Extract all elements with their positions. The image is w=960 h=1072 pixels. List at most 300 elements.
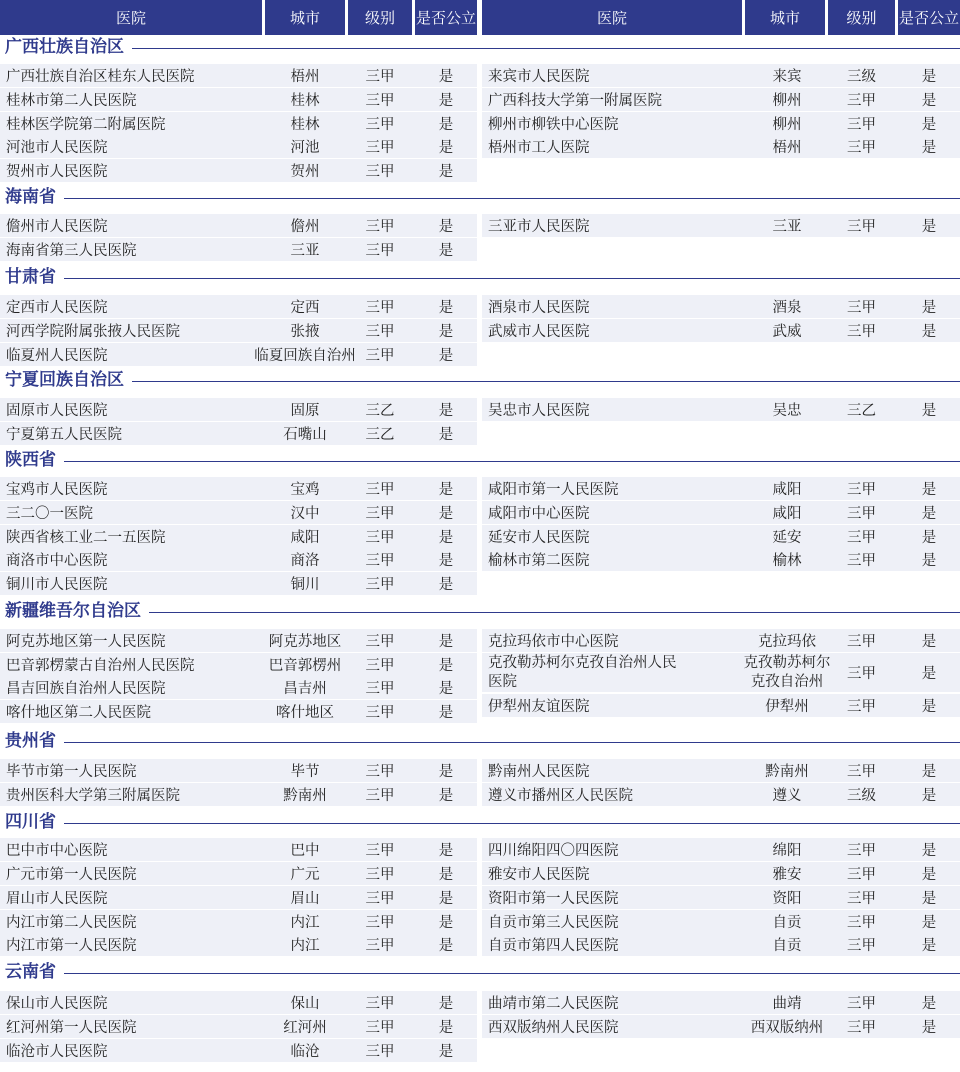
table-row: [0, 295, 477, 318]
hospital-name: 保山市人民医院: [6, 996, 108, 1012]
public-flag: 是: [921, 530, 937, 546]
public-flag: 是: [438, 938, 454, 954]
hospital-name: 雅安市人民医院: [488, 867, 590, 883]
hospital-name: 克拉玛依市中心医院: [488, 634, 619, 650]
level: 三甲: [365, 681, 395, 697]
city: 眉山: [290, 891, 320, 907]
level: 三甲: [365, 915, 395, 931]
city: 咸阳: [772, 482, 802, 498]
hospital-name: 宝鸡市人民医院: [6, 482, 108, 498]
table-row: [482, 838, 960, 861]
level: 三甲: [365, 243, 395, 259]
public-flag: 是: [438, 553, 454, 569]
level: 三甲: [365, 891, 395, 907]
table-row: [0, 112, 477, 135]
city: 延安: [772, 530, 802, 546]
level: 三甲: [365, 69, 395, 85]
city: 临夏回族自治州: [254, 348, 356, 364]
table-row: [0, 88, 477, 111]
public-flag: 是: [921, 891, 937, 907]
hospital-name: 河西学院附属张掖人民医院: [6, 324, 180, 340]
hospital-name: 毕节市第一人民医院: [6, 764, 137, 780]
table-row: [0, 991, 477, 1014]
table-row: [482, 112, 960, 135]
public-flag: 是: [438, 843, 454, 859]
hospital-name: 四川绵阳四〇四医院: [488, 843, 619, 859]
level: 三甲: [847, 1020, 876, 1036]
public-flag: 是: [438, 915, 454, 931]
public-flag: 是: [438, 93, 454, 109]
public-flag: 是: [921, 219, 937, 235]
city: 石嘴山: [283, 427, 327, 443]
level: 三甲: [365, 1044, 395, 1060]
province-heading: 云南省: [5, 962, 64, 982]
hospital-name: 河池市人民医院: [6, 140, 108, 156]
hospital-name: 克孜勒苏柯尔克孜自治州人民医院: [488, 654, 677, 690]
level: 三甲: [365, 658, 395, 674]
table-row: [0, 838, 477, 861]
hospital-name: 临夏州人民医院: [6, 348, 108, 364]
table-row: [482, 991, 960, 1014]
public-flag: 是: [921, 324, 937, 340]
public-flag: 是: [921, 666, 937, 682]
city: 保山: [290, 996, 320, 1012]
hospital-name: 黔南州人民医院: [488, 764, 590, 780]
city: 喀什地区: [276, 705, 334, 721]
city: 定西: [290, 300, 320, 316]
city: 克孜勒苏柯尔克孜自治州: [743, 654, 831, 690]
hospital-name: 咸阳市第一人民医院: [488, 482, 619, 498]
city: 儋州: [290, 219, 320, 235]
public-flag: 是: [921, 867, 937, 883]
public-flag: 是: [921, 69, 937, 85]
level: 三甲: [847, 915, 876, 931]
level: 三乙: [847, 403, 876, 419]
table-row: [482, 886, 960, 909]
public-flag: 是: [438, 658, 454, 674]
city: 西双版纳州: [750, 1020, 824, 1036]
public-flag: 是: [438, 403, 454, 419]
table-row: [482, 319, 960, 342]
hospital-name: 来宾市人民医院: [488, 69, 590, 85]
table-row: [482, 88, 960, 111]
level: 三甲: [847, 634, 876, 650]
table-row: [0, 422, 477, 445]
level: 三级: [847, 788, 876, 804]
section-divider: [6, 198, 960, 199]
hospital-name: 固原市人民医院: [6, 403, 108, 419]
hospital-name: 宁夏第五人民医院: [6, 427, 122, 443]
level: 三甲: [847, 891, 876, 907]
level: 三甲: [365, 219, 395, 235]
public-flag: 是: [921, 140, 937, 156]
hospital-name: 自贡市第四人民医院: [488, 938, 619, 954]
public-flag: 是: [438, 764, 454, 780]
city: 桂林: [290, 93, 320, 109]
level: 三甲: [847, 666, 876, 682]
city: 资阳: [772, 891, 802, 907]
province-heading: 广西壮族自治区: [5, 37, 132, 57]
city: 昌吉州: [283, 681, 327, 697]
city: 伊犁州: [765, 699, 809, 715]
level: 三甲: [365, 348, 395, 364]
hospital-name: 红河州第一人民医院: [6, 1020, 137, 1036]
public-flag: 是: [438, 681, 454, 697]
table-row: [482, 783, 960, 806]
table-row: [0, 653, 477, 676]
level: 三甲: [365, 140, 395, 156]
city: 三亚: [290, 243, 320, 259]
public-flag: 是: [438, 69, 454, 85]
hospital-name: 桂林市第二人民医院: [6, 93, 137, 109]
city: 汉中: [290, 506, 320, 522]
city: 张掖: [290, 324, 320, 340]
city: 红河州: [283, 1020, 327, 1036]
city: 贺州: [290, 164, 320, 180]
public-flag: 是: [438, 482, 454, 498]
hospital-name: 巴音郭楞蒙古自治州人民医院: [6, 658, 195, 674]
city: 咸阳: [290, 530, 320, 546]
table-row: [0, 64, 477, 87]
section-divider: [6, 48, 960, 49]
hospital-name: 巴中市中心医院: [6, 843, 108, 859]
table-row: [482, 501, 960, 524]
hospital-name: 商洛市中心医院: [6, 553, 108, 569]
level: 三甲: [365, 788, 395, 804]
table-row: [482, 398, 960, 421]
hospital-name: 桂林医学院第二附属医院: [6, 117, 166, 133]
table-row: [0, 783, 477, 806]
public-flag: 是: [438, 243, 454, 259]
table-row: [0, 343, 477, 366]
hospital-name: 延安市人民医院: [488, 530, 590, 546]
public-flag: 是: [438, 219, 454, 235]
city: 榆林: [772, 553, 802, 569]
table-row: [0, 629, 477, 652]
table-row: [0, 398, 477, 421]
public-flag: 是: [921, 915, 937, 931]
city: 河池: [290, 140, 320, 156]
public-flag: 是: [921, 1020, 937, 1036]
hospital-name: 西双版纳州人民医院: [488, 1020, 619, 1036]
public-flag: 是: [921, 93, 937, 109]
table-row: [482, 910, 960, 933]
level: 三甲: [365, 867, 395, 883]
level: 三甲: [365, 324, 395, 340]
table-row: [0, 572, 477, 595]
level: 三甲: [365, 996, 395, 1012]
public-flag: 是: [921, 996, 937, 1012]
hospital-name: 昌吉回族自治州人民医院: [6, 681, 166, 697]
hospital-name: 酒泉市人民医院: [488, 300, 590, 316]
hospital-name: 陕西省核工业二一五医院: [6, 530, 166, 546]
header-city: 城市: [745, 0, 825, 35]
table-row: [0, 862, 477, 885]
header-hospital: 医院: [482, 0, 742, 35]
table-row: [482, 933, 960, 956]
table-row: [0, 933, 477, 956]
city: 内江: [290, 915, 320, 931]
city: 来宾: [772, 69, 802, 85]
public-flag: 是: [438, 577, 454, 593]
public-flag: 是: [438, 530, 454, 546]
level: 三甲: [365, 93, 395, 109]
city: 巴音郭楞州: [268, 658, 342, 674]
public-flag: 是: [438, 867, 454, 883]
table-row: [482, 64, 960, 87]
public-flag: 是: [921, 788, 937, 804]
header-public: 是否公立: [898, 0, 960, 35]
hospital-name: 铜川市人民医院: [6, 577, 108, 593]
level: 三级: [847, 69, 876, 85]
hospital-name: 梧州市工人医院: [488, 140, 590, 156]
table-row: [482, 525, 960, 548]
public-flag: 是: [921, 403, 937, 419]
table-row: [0, 548, 477, 571]
public-flag: 是: [921, 634, 937, 650]
hospital-name: 广西科技大学第一附属医院: [488, 93, 662, 109]
hospital-name: 曲靖市第二人民医院: [488, 996, 619, 1012]
hospital-name: 眉山市人民医院: [6, 891, 108, 907]
level: 三甲: [847, 506, 876, 522]
hospital-name: 武威市人民医院: [488, 324, 590, 340]
level: 三甲: [847, 93, 876, 109]
hospital-name: 贵州医科大学第三附属医院: [6, 788, 180, 804]
section-divider: [6, 381, 960, 382]
city: 柳州: [772, 117, 802, 133]
table-row: [482, 1015, 960, 1038]
province-heading: 新疆维吾尔自治区: [5, 601, 149, 621]
level: 三甲: [365, 634, 395, 650]
city: 巴中: [290, 843, 320, 859]
public-flag: 是: [921, 506, 937, 522]
hospital-name: 广西壮族自治区桂东人民医院: [6, 69, 195, 85]
hospital-name: 喀什地区第二人民医院: [6, 705, 151, 721]
public-flag: 是: [438, 427, 454, 443]
level: 三甲: [365, 843, 395, 859]
level: 三甲: [847, 553, 876, 569]
table-row: [0, 910, 477, 933]
table-row: [0, 214, 477, 237]
hospital-name: 伊犁州友谊医院: [488, 699, 590, 715]
hospital-name: 自贡市第三人民医院: [488, 915, 619, 931]
hospital-name: 定西市人民医院: [6, 300, 108, 316]
city: 雅安: [772, 867, 802, 883]
public-flag: 是: [438, 996, 454, 1012]
section-divider: [6, 278, 960, 279]
table-row: [0, 759, 477, 782]
city: 梧州: [772, 140, 802, 156]
city: 自贡: [772, 915, 802, 931]
city: 临沧: [290, 1044, 320, 1060]
level: 三甲: [365, 164, 395, 180]
city: 广元: [290, 867, 320, 883]
public-flag: 是: [921, 553, 937, 569]
table-row: [0, 886, 477, 909]
table-row: [0, 525, 477, 548]
header-city: 城市: [265, 0, 345, 35]
section-divider: [6, 612, 960, 613]
city: 梧州: [290, 69, 320, 85]
level: 三甲: [847, 324, 876, 340]
level: 三甲: [847, 219, 876, 235]
section-divider: [6, 973, 960, 974]
province-heading: 贵州省: [5, 731, 64, 751]
table-row: [0, 477, 477, 500]
city: 毕节: [290, 764, 320, 780]
public-flag: 是: [438, 705, 454, 721]
level: 三甲: [847, 140, 876, 156]
public-flag: 是: [438, 1020, 454, 1036]
level: 三乙: [365, 403, 395, 419]
hospital-name: 三亚市人民医院: [488, 219, 590, 235]
city: 内江: [290, 938, 320, 954]
level: 三甲: [847, 482, 876, 498]
level: 三甲: [847, 699, 876, 715]
table-row: [482, 477, 960, 500]
hospital-name: 海南省第三人民医院: [6, 243, 137, 259]
public-flag: 是: [438, 117, 454, 133]
hospital-name: 儋州市人民医院: [6, 219, 108, 235]
level: 三甲: [365, 117, 395, 133]
province-heading: 甘肃省: [5, 267, 64, 287]
city: 克拉玛依: [758, 634, 816, 650]
city: 三亚: [772, 219, 802, 235]
level: 三甲: [365, 938, 395, 954]
header-level: 级别: [348, 0, 412, 35]
public-flag: 是: [921, 764, 937, 780]
table-row: [482, 759, 960, 782]
level: 三甲: [847, 938, 876, 954]
city: 黔南州: [765, 764, 809, 780]
public-flag: 是: [438, 891, 454, 907]
section-divider: [6, 461, 960, 462]
public-flag: 是: [921, 843, 937, 859]
public-flag: 是: [438, 788, 454, 804]
level: 三甲: [847, 300, 876, 316]
public-flag: 是: [921, 300, 937, 316]
hospital-name: 咸阳市中心医院: [488, 506, 590, 522]
public-flag: 是: [438, 300, 454, 316]
level: 三甲: [365, 553, 395, 569]
header-hospital: 医院: [0, 0, 262, 35]
hospital-name: 榆林市第二医院: [488, 553, 590, 569]
public-flag: 是: [438, 348, 454, 364]
city: 自贡: [772, 938, 802, 954]
table-row: [482, 135, 960, 158]
level: 三甲: [847, 764, 876, 780]
city: 酒泉: [772, 300, 802, 316]
table-row: [0, 501, 477, 524]
table-row: [0, 1039, 477, 1062]
city: 绵阳: [772, 843, 802, 859]
table-row: [0, 135, 477, 158]
city: 柳州: [772, 93, 802, 109]
city: 黔南州: [283, 788, 327, 804]
table-row: [482, 694, 960, 717]
public-flag: 是: [438, 324, 454, 340]
level: 三甲: [365, 506, 395, 522]
table-row: [0, 700, 477, 723]
province-heading: 陕西省: [5, 450, 64, 470]
city: 桂林: [290, 117, 320, 133]
level: 三甲: [847, 530, 876, 546]
section-divider: [6, 742, 960, 743]
city: 宝鸡: [290, 482, 320, 498]
hospital-name: 广元市第一人民医院: [6, 867, 137, 883]
level: 三甲: [365, 530, 395, 546]
city: 固原: [290, 403, 320, 419]
public-flag: 是: [438, 634, 454, 650]
city: 商洛: [290, 553, 320, 569]
table-row: [482, 653, 960, 692]
table-row: [0, 676, 477, 699]
hospital-name: 遵义市播州区人民医院: [488, 788, 633, 804]
table-row: [0, 238, 477, 261]
hospital-name: 柳州市柳铁中心医院: [488, 117, 619, 133]
hospital-name: 资阳市第一人民医院: [488, 891, 619, 907]
city: 阿克苏地区: [268, 634, 342, 650]
city: 曲靖: [772, 996, 802, 1012]
table-row: [482, 214, 960, 237]
level: 三甲: [847, 843, 876, 859]
hospital-name: 贺州市人民医院: [6, 164, 108, 180]
city: 吴忠: [772, 403, 802, 419]
level: 三甲: [365, 764, 395, 780]
level: 三甲: [365, 300, 395, 316]
header-public: 是否公立: [415, 0, 477, 35]
hospital-name: 三二〇一医院: [6, 506, 93, 522]
hospital-name: 阿克苏地区第一人民医院: [6, 634, 166, 650]
table-row: [482, 548, 960, 571]
province-heading: 四川省: [5, 812, 64, 832]
public-flag: 是: [438, 140, 454, 156]
section-divider: [6, 823, 960, 824]
public-flag: 是: [921, 938, 937, 954]
level: 三甲: [847, 867, 876, 883]
city: 遵义: [772, 788, 802, 804]
level: 三甲: [365, 705, 395, 721]
table-row: [0, 159, 477, 182]
city: 铜川: [290, 577, 320, 593]
public-flag: 是: [921, 117, 937, 133]
hospital-name: 吴忠市人民医院: [488, 403, 590, 419]
public-flag: 是: [438, 1044, 454, 1060]
level: 三乙: [365, 427, 395, 443]
table-row: [482, 862, 960, 885]
table-row: [0, 319, 477, 342]
city: 武威: [772, 324, 802, 340]
level: 三甲: [847, 996, 876, 1012]
hospital-name: 临沧市人民医院: [6, 1044, 108, 1060]
province-heading: 宁夏回族自治区: [5, 370, 132, 390]
public-flag: 是: [438, 506, 454, 522]
public-flag: 是: [921, 482, 937, 498]
city: 咸阳: [772, 506, 802, 522]
table-row: [482, 629, 960, 652]
public-flag: 是: [921, 699, 937, 715]
header-level: 级别: [828, 0, 895, 35]
level: 三甲: [365, 577, 395, 593]
table-row: [0, 1015, 477, 1038]
level: 三甲: [847, 117, 876, 133]
level: 三甲: [365, 1020, 395, 1036]
level: 三甲: [365, 482, 395, 498]
table-header: [0, 0, 960, 35]
public-flag: 是: [438, 164, 454, 180]
hospital-name: 内江市第二人民医院: [6, 915, 137, 931]
table-row: [482, 295, 960, 318]
